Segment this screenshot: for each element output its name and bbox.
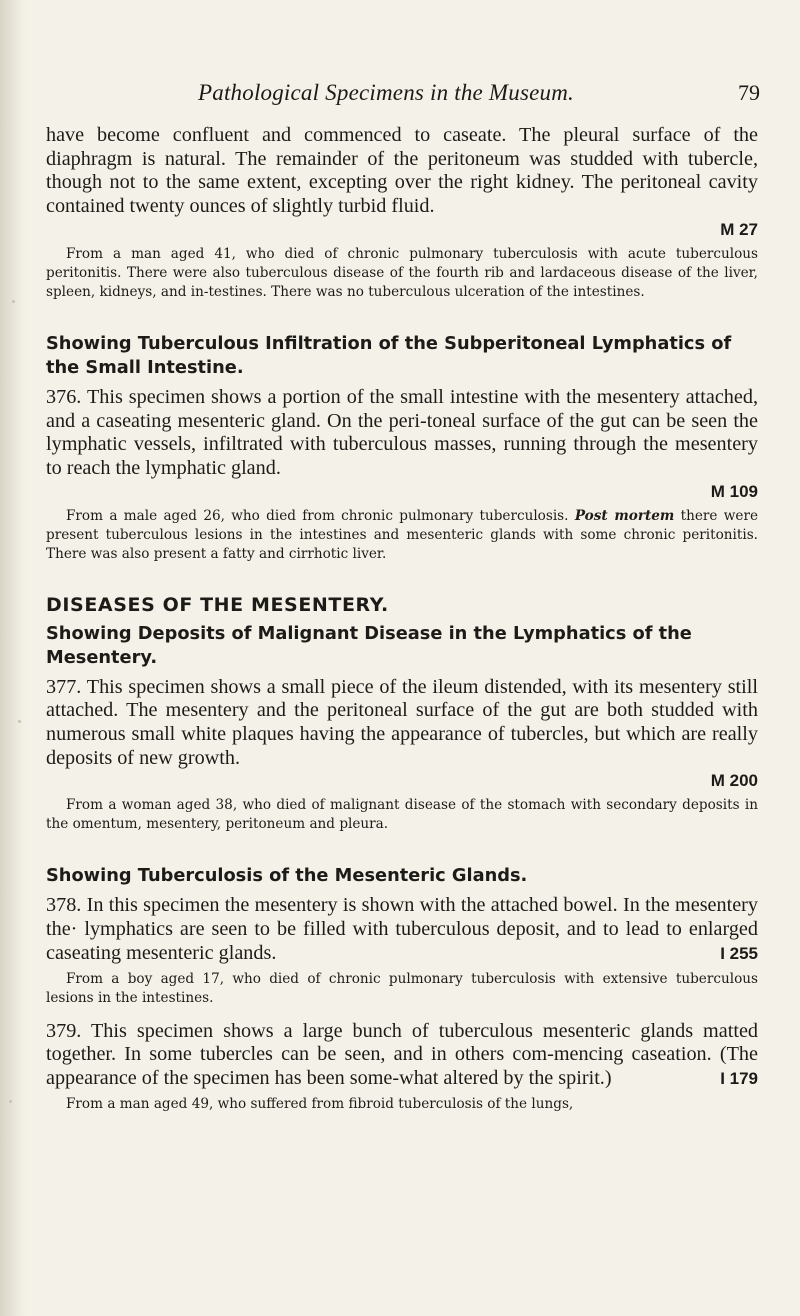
clinical-note xyxy=(46,507,758,564)
continuation-paragraph: have become confluent and commenced to caseate. The pleural surface of the diaphragm is natural. The remainder of the peritoneum was studded with tubercle, though not to the same extent, excepting over the right kidney. The peritoneal cavity contained twenty ounces of slightly turbid fluid. xyxy=(46,124,758,218)
note-lead: From a male aged 26, who died from chronic pulmonary tuberculosis. xyxy=(66,507,569,524)
entry-377 xyxy=(46,622,758,835)
specimen-ref: M 200 xyxy=(710,771,758,791)
page-content xyxy=(46,124,758,1114)
clinical-note: From a man aged 49, who suffered from fibroid tuberculosis of the lungs, xyxy=(66,1095,574,1112)
entry-heading: Showing Deposits of Malignant Disease in the Lymphatics of the Mesentery. xyxy=(46,622,692,668)
specimen-ref: I 179 xyxy=(720,1068,758,1088)
entry-paragraph xyxy=(46,894,758,965)
entry-heading: Showing Tuberculosis of the Mesenteric Glands. xyxy=(46,865,528,887)
clinical-note: From a man aged 41, who died of chronic pulmonary tuberculosis with acute tuberculous peritonitis. There were also tuberculous disease of the fourth rib and lardaceous disease of the liver, spleen, kidneys, and in-testines. There was no tuberculous ulceration of the intestines. xyxy=(46,245,758,300)
paper-speck xyxy=(18,720,21,723)
entry-paragraph: 377. This specimen shows a small piece of the ileum distended, with its mesentery still attached. The mesentery and the peritoneal surface of the gut are both studded with numerous small white plaques having the appearance of tubercles, but which are really deposits of new growth. xyxy=(46,675,758,769)
entry-text: 378. In this specimen the mesentery is shown with the attached bowel. In the mesentery the· lymphatics are seen to be filled with tuberculous deposit, and to lead to enlarged caseating mesenteric glands. xyxy=(46,894,758,964)
clinical-note: From a boy aged 17, who died of chronic pulmonary tuberculosis with extensive tuberculous lesions in the intestines. xyxy=(46,970,758,1006)
entry-heading: Showing Tuberculous Infiltration of the Subperitoneal Lymphatics of the Small Intestine. xyxy=(46,332,732,378)
paper-speck xyxy=(12,300,15,303)
running-head xyxy=(198,80,760,110)
entry-paragraph xyxy=(46,1020,758,1091)
entry-379 xyxy=(46,1020,758,1114)
specimen-ref: I 255 xyxy=(720,943,758,963)
note-italic: Post mortem xyxy=(574,507,675,524)
paper-speck xyxy=(9,1100,12,1103)
entry-376 xyxy=(46,332,758,564)
entry-paragraph: 376. This specimen shows a portion of the small intestine with the mesentery attached, and a caseating mesenteric gland. On the peri-toneal surface of the gut can be seen the lymphatic vessels, infiltrated with tuberculous masses, running through the mesentery to reach the lymphatic gland. xyxy=(46,385,758,479)
section-title: DISEASES OF THE MESENTERY. xyxy=(46,593,389,616)
page-binding-shadow xyxy=(0,0,26,1316)
note-rest: there were present tuberculous lesions in the intestines and mesenteric glands with some chronic peritonitis. There was also present a fatty and cirrhotic liver. xyxy=(46,507,759,562)
specimen-ref: M 27 xyxy=(720,219,758,239)
running-title: Pathological Specimens in the Museum. xyxy=(198,80,574,105)
entry-text: 379. This specimen shows a large bunch of tuberculous mesenteric glands matted together. In some tubercles can be seen, and in others com-mencing caseation. (The appearance of the specimen has been some-what altered by the spirit.) xyxy=(46,1019,758,1089)
page-number: 79 xyxy=(738,80,760,105)
continuation-block xyxy=(46,124,758,302)
specimen-ref: M 109 xyxy=(710,481,758,501)
entry-378 xyxy=(46,864,758,1007)
clinical-note: From a woman aged 38, who died of malignant disease of the stomach with secondary deposits in the omentum, mesentery, peritoneum and pleura. xyxy=(46,797,758,833)
